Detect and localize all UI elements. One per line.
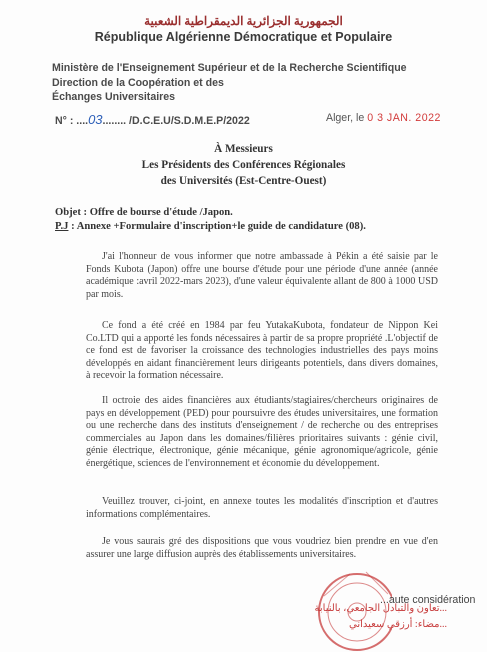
pj-text: : Annexe +Formulaire d'inscription+le guide de candidature (08). [68, 221, 366, 232]
ministry-block [52, 61, 407, 105]
date-stamp: 0 3 JAN. 2022 [367, 112, 441, 124]
attachments-line [55, 220, 366, 234]
paragraph-3 [86, 395, 438, 471]
addressee-line: des Universités (Est-Centre-Ouest) [160, 175, 327, 187]
ministry-line: Ministère de l'Enseignement Supérieur et de la Recherche Scientifique [52, 62, 407, 74]
arabic-header: الجمهورية الجزائرية الديمقراطية الشعبية [144, 14, 343, 28]
republic-title: République Algérienne Démocratique et Populaire [94, 30, 393, 44]
handwritten-number: 03 [88, 112, 103, 127]
paragraph-text: Je vous saurais gré des dispositions que vous voudriez bien prendre en vue d'en assurer une large diffusion auprès des établissements universitaires. [86, 536, 438, 560]
signature-stamp-text [315, 601, 447, 633]
subject-line: Objet : Offre de bourse d'étude /Japon. [55, 207, 233, 218]
paragraph-1 [86, 251, 438, 301]
paragraph-text: Veuillez trouver, ci-joint, en annexe toutes les modalités d'inscription et d'autres informations complémentaires. [86, 496, 438, 520]
paragraph-text: Il octroie des aides financières aux étudiants/stagiaires/chercheurs originaires de pays en développement (PED) pour poursuivre des études universitaires, une formation ou une recherche dans des instituts d'enseignement / de recherche ou des entreprises commerciales au Japon dans les domaines/filières prioritaires suivants : génie civil, génie électrique, électronique, génie mécanique, génie agronomique/agricole, génie énergétique, sciences de l'environnement et économie du développement. [86, 395, 438, 469]
subject-block [55, 206, 366, 234]
paragraph-text: J'ai l'honneur de vous informer que notre ambassade à Pékin a été saisie par le Fonds Kubota (Japon) offre une bourse d'étude pour une période d'une année (année académique :avril 2022-mars 2023), d'une valeur équivalente allant de 800 à 1000 USD par mois. [86, 251, 438, 300]
addressee-block [0, 141, 487, 189]
paragraph-2 [86, 320, 438, 383]
reference-number [55, 112, 250, 127]
reference-suffix: ........ /D.C.E.U/S.D.M.E.P/2022 [102, 115, 250, 127]
paragraph-4 [86, 496, 438, 521]
paragraph-text: Ce fond a été créé en 1984 par feu YutakaKubota, fondateur de Nippon Kei Co.LTD qui a apporté les fonds nécessaires à partir de sa propre propriété .L'objectif de ce fond est de favoriser la croissance des technologies industrielles des pays moins développés en aidant financièrement leurs dirigeants potentiels, dans divers domaines, à recevoir la formation nécessaire. [86, 320, 438, 382]
direction-line-2: Échanges Universitaires [52, 91, 176, 103]
pj-label: P.J [55, 221, 69, 232]
stamp-line: ...مضاء: أرزقي سعيداني [349, 619, 447, 630]
reference-prefix: N° : .... [55, 115, 89, 127]
stamp-line: ...تعاون والتبادل الجامعي، بالنيابة [314, 603, 447, 614]
addressee-line: À Messieurs [214, 143, 273, 155]
place-date [326, 112, 441, 124]
direction-line: Direction de la Coopération et des [52, 76, 224, 89]
addressee-line: Les Présidents des Conférences Régionales [141, 159, 346, 171]
closing-formula: ...aute considération [380, 594, 476, 606]
place-label: Alger, le [326, 112, 365, 124]
